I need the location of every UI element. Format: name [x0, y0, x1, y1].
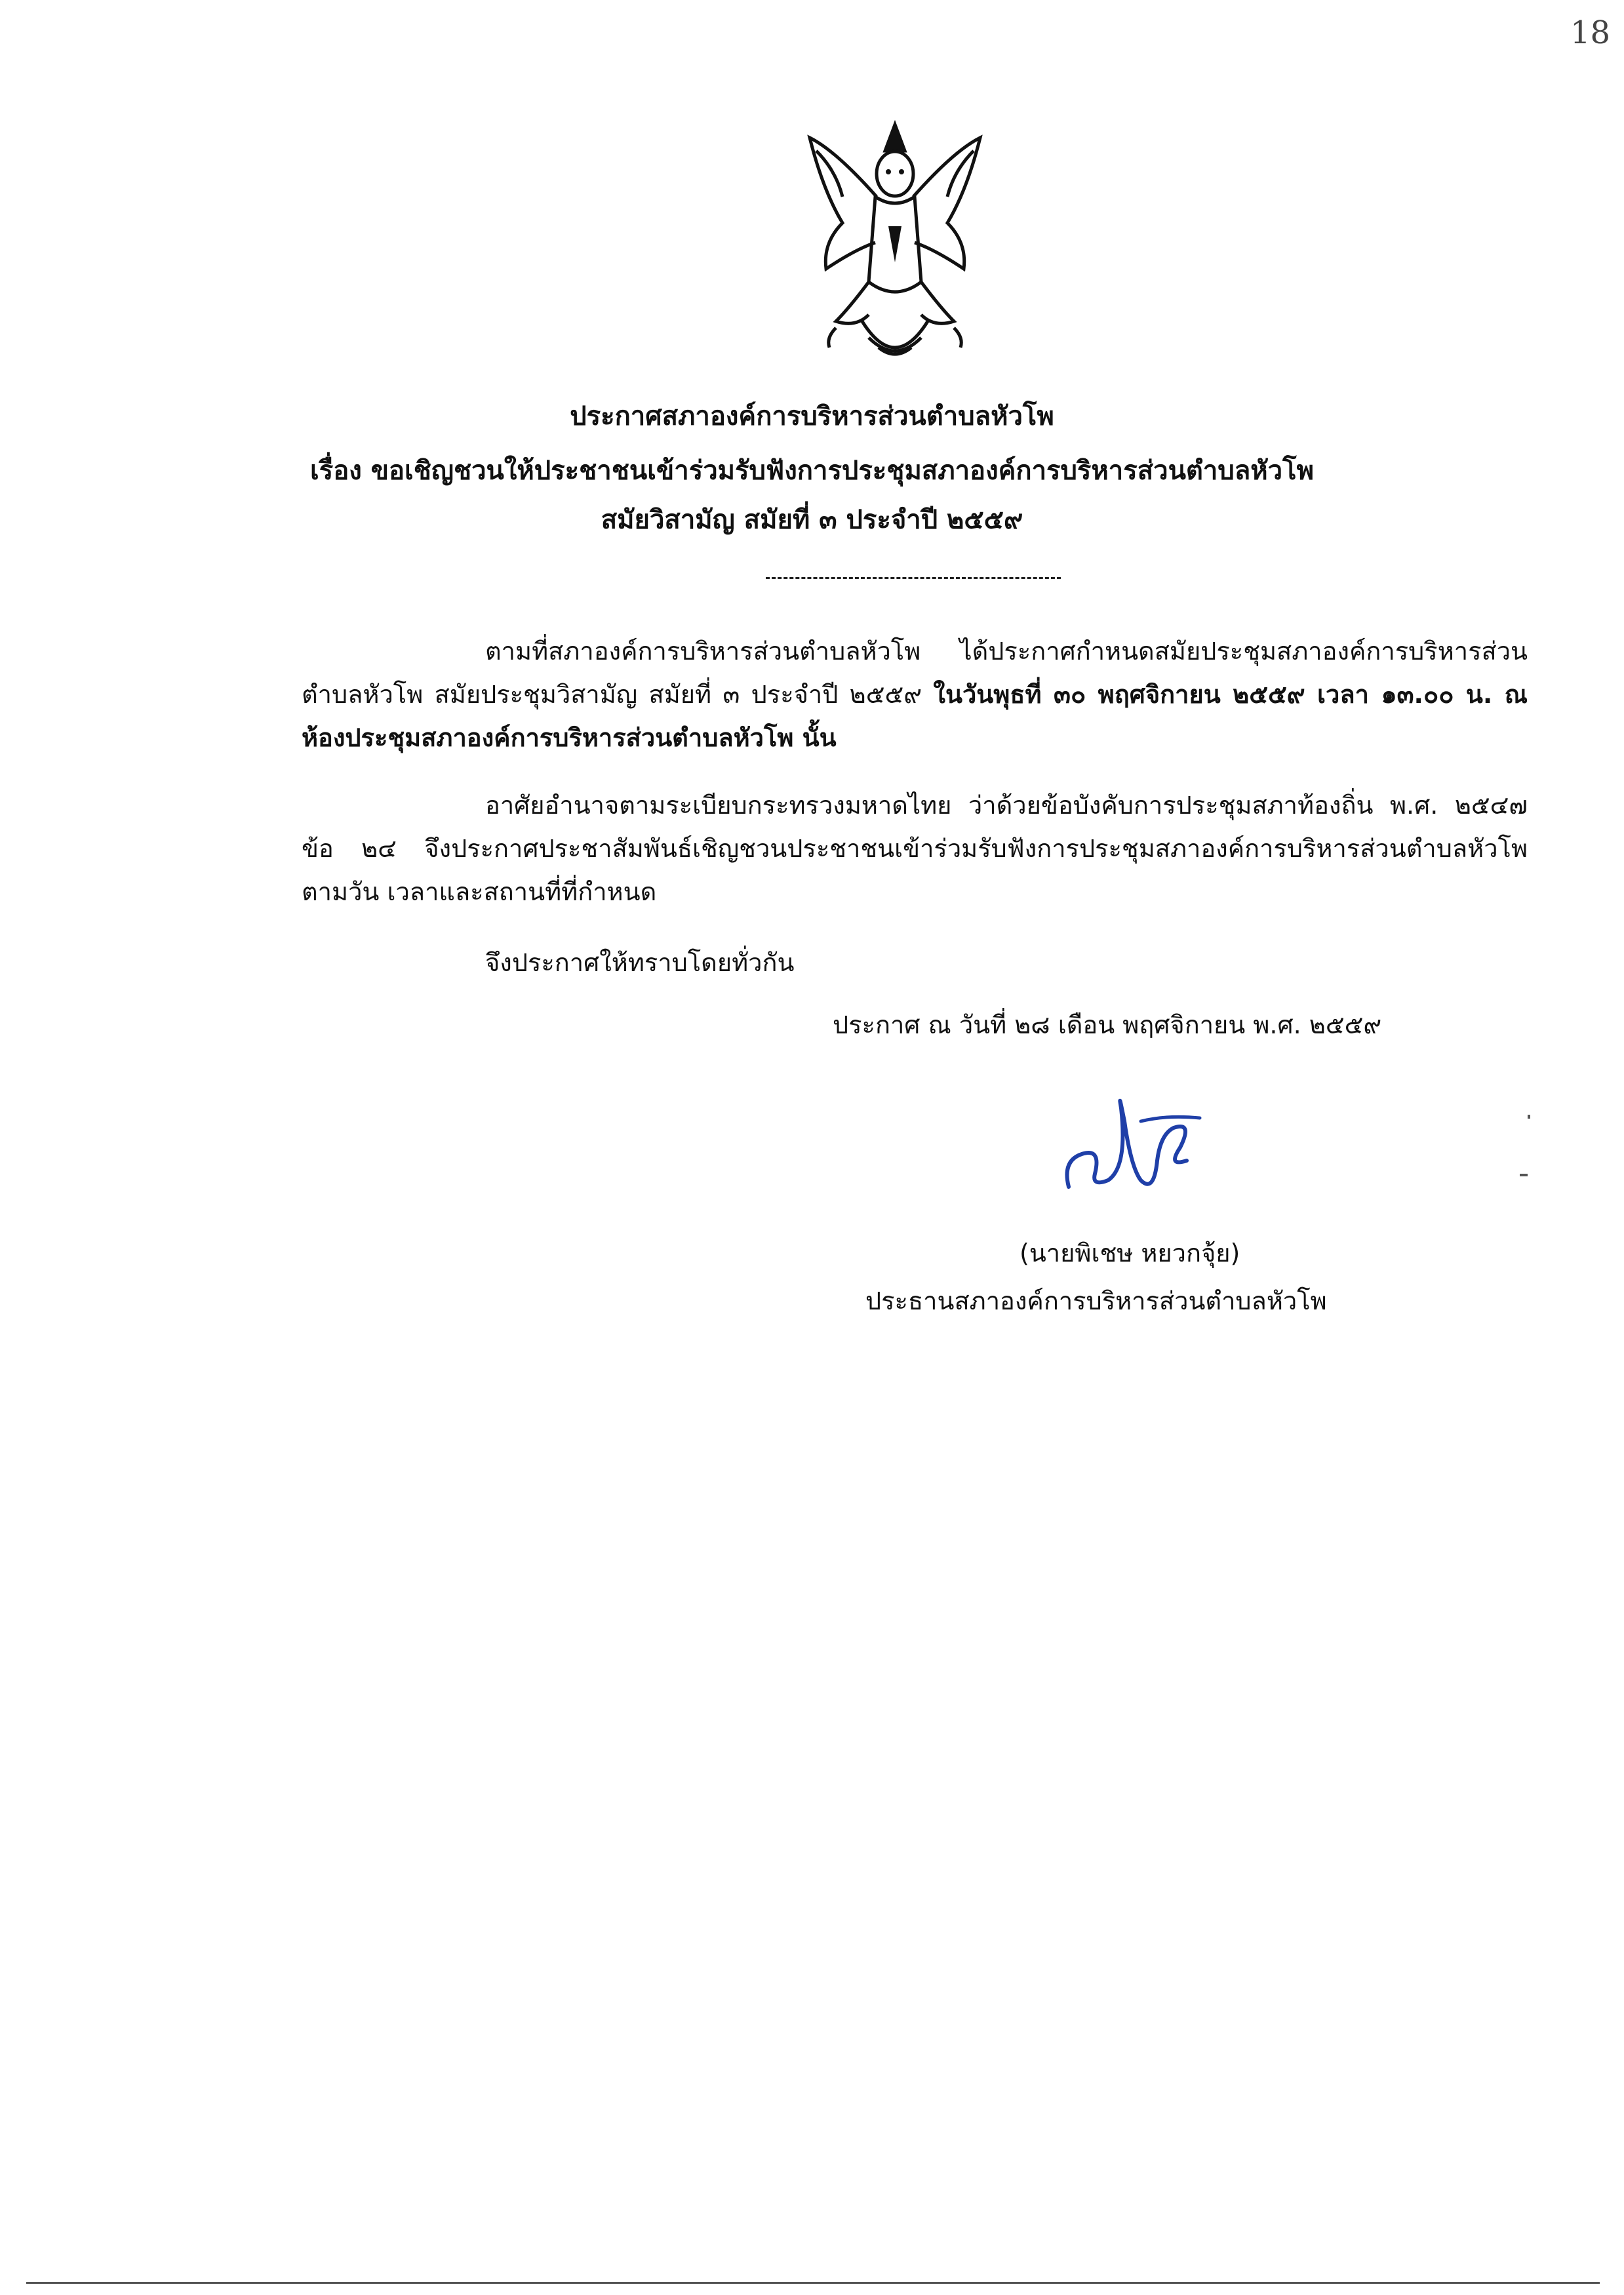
garuda-emblem-icon	[797, 111, 993, 374]
signer-title: ประธานสภาองค์การบริหารส่วนตำบลหัวโพ	[865, 1287, 1327, 1315]
divider-line	[766, 577, 1061, 579]
paragraph-1	[302, 629, 1528, 759]
paragraph-2: อาศัยอำนาจตามระเบียบกระทรวงมหาดไทย ว่าด้วยข้อบังคับการประชุมสภาท้องถิ่น พ.ศ. ๒๕๔๗ ข้อ ๒๔ จึงประกาศประชาสัมพันธ์เชิญชวนประชาชนเข้าร่วมรับฟังการประชุมสภาองค์การบริหารส่วนตำบลหัวโพ ตามวัน เวลาและสถานที่ที่กำหนด	[302, 791, 1528, 906]
announcement-subject: เรื่อง ขอเชิญชวนให้ประชาชนเข้าร่วมรับฟังการประชุมสภาองค์การบริหารส่วนตำบลหัวโพ	[310, 456, 1314, 486]
paragraph-1-text: ตามที่สภาองค์การบริหารส่วนตำบลหัวโพ ได้ประกาศกำหนดสมัยประชุมสภาองค์การบริหารส่วนตำบลหัวโพ สมัยประชุมวิสามัญ สมัยที่ ๓ ประจำปี ๒๕๕๙	[302, 637, 1528, 709]
announcement-session: สมัยวิสามัญ สมัยที่ ๓ ประจำปี ๒๕๕๙	[601, 505, 1023, 535]
scan-speck	[1528, 1115, 1530, 1119]
signer-name: (นายพิเชษ หยวกจุ้ย)	[1020, 1239, 1240, 1267]
announcement-date: ประกาศ ณ วันที่ ๒๘ เดือน พฤศจิกายน พ.ศ. ๒๕๕๙	[833, 1010, 1382, 1039]
announcement-heading: ประกาศสภาองค์การบริหารส่วนตำบลหัวโพ	[570, 401, 1054, 431]
signature	[1042, 1082, 1213, 1200]
page-bottom-edge	[26, 2282, 1600, 2284]
scan-speck	[1520, 1174, 1528, 1176]
paragraph-1-bold: ในวันพุธที่ ๓๐ พฤศจิกายน ๒๕๕๙ เวลา ๑๓.๐๐ น. ณ ห้องประชุมสภาองค์การบริหารส่วนตำบลหัวโพ นั้น	[302, 680, 1528, 752]
page-number: 18	[1570, 14, 1611, 51]
paragraph-3: จึงประกาศให้ทราบโดยทั่วกัน	[485, 948, 795, 977]
